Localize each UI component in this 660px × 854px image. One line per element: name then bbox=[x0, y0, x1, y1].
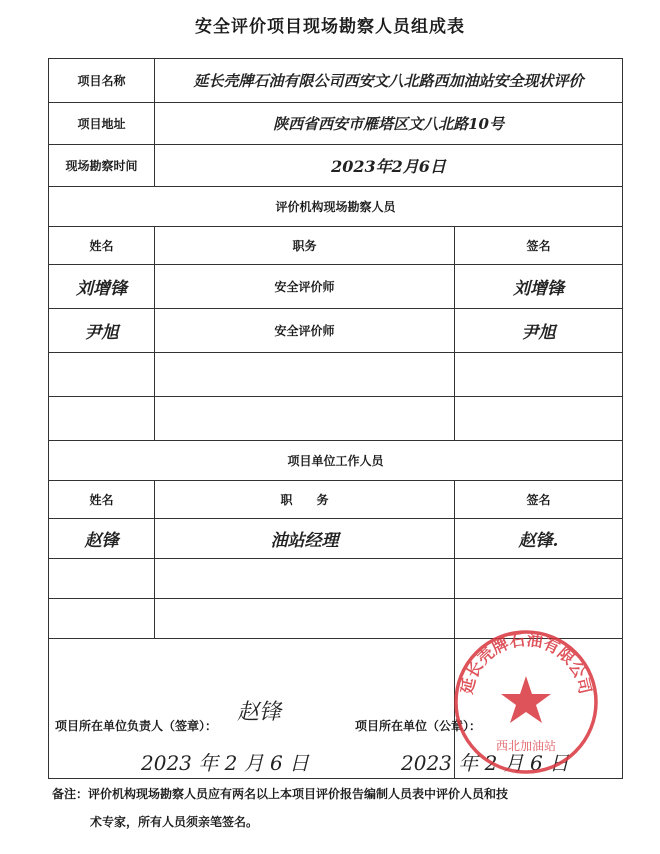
svg-text:西北加油站: 西北加油站 bbox=[495, 739, 557, 753]
svg-text:延长壳牌石油有限公司: 延长壳牌石油有限公司 bbox=[457, 630, 595, 696]
eval-header-row bbox=[49, 227, 623, 265]
eval-row bbox=[49, 265, 623, 309]
eval-role-cell: 安全评价师 bbox=[155, 309, 455, 353]
remarks-line-2: 术专家，所有人员须亲笔签名。 bbox=[90, 815, 259, 829]
company-seal-label: 项目所在单位（公章）： bbox=[355, 719, 482, 733]
unit-role-cell bbox=[155, 559, 455, 599]
eval-name-cell: 尹旭 bbox=[49, 309, 155, 353]
project-address-row bbox=[49, 103, 623, 145]
eval-sign-cell: 刘增锋 bbox=[455, 265, 623, 309]
unit-sign-cell: 赵锋. bbox=[455, 519, 623, 559]
eval-name-cell bbox=[49, 397, 155, 441]
eval-col-role: 职务 bbox=[155, 227, 455, 265]
eval-name-cell: 刘增锋 bbox=[49, 265, 155, 309]
unit-row bbox=[49, 559, 623, 599]
project-address-value: 陕西省西安市雁塔区文八北路10号 bbox=[155, 103, 623, 145]
remarks-line-1: 备注：评价机构现场勘察人员应有两名以上本项目评价报告编制人员表中评价人员和技 bbox=[52, 787, 509, 801]
responsible-person-cell bbox=[49, 639, 455, 779]
responsible-person-signature: 赵锋 bbox=[237, 700, 282, 725]
eval-section-heading-row bbox=[49, 187, 623, 227]
unit-col-name: 姓名 bbox=[49, 481, 155, 519]
eval-row bbox=[49, 397, 623, 441]
unit-sign-cell bbox=[455, 559, 623, 599]
project-name-value: 延长壳牌石油有限公司西安文八北路西加油站安全现状评价 bbox=[155, 59, 623, 103]
unit-col-sign: 签名 bbox=[455, 481, 623, 519]
responsible-person-date: 2023 年 2 月 6 日 bbox=[141, 751, 310, 775]
eval-section-heading: 评价机构现场勘察人员 bbox=[49, 187, 623, 227]
unit-row bbox=[49, 519, 623, 559]
eval-row bbox=[49, 353, 623, 397]
unit-role-cell bbox=[155, 599, 455, 639]
unit-col-role: 职 务 bbox=[155, 481, 455, 519]
eval-role-cell: 安全评价师 bbox=[155, 265, 455, 309]
unit-header-row bbox=[49, 481, 623, 519]
eval-sign-cell bbox=[455, 353, 623, 397]
eval-col-name: 姓名 bbox=[49, 227, 155, 265]
survey-date-value: 2023年2月6日 bbox=[155, 145, 623, 187]
eval-name-cell bbox=[49, 353, 155, 397]
eval-sign-cell: 尹旭 bbox=[455, 309, 623, 353]
unit-section-heading: 项目单位工作人员 bbox=[49, 441, 623, 481]
remarks bbox=[52, 780, 622, 836]
project-name-label: 项目名称 bbox=[49, 59, 155, 103]
unit-name-cell: 赵锋 bbox=[49, 519, 155, 559]
unit-name-cell bbox=[49, 559, 155, 599]
company-seal-stamp bbox=[452, 628, 600, 776]
company-seal-date: 2023 年 2 月 6 日 bbox=[401, 751, 570, 775]
eval-role-cell bbox=[155, 397, 455, 441]
eval-col-sign: 签名 bbox=[455, 227, 623, 265]
project-name-row bbox=[49, 59, 623, 103]
survey-date-row bbox=[49, 145, 623, 187]
project-address-label: 项目地址 bbox=[49, 103, 155, 145]
unit-role-cell: 油站经理 bbox=[155, 519, 455, 559]
unit-section-heading-row bbox=[49, 441, 623, 481]
form-title: 安全评价项目现场勘察人员组成表 bbox=[195, 17, 465, 37]
eval-role-cell bbox=[155, 353, 455, 397]
unit-name-cell bbox=[49, 599, 155, 639]
survey-date-label: 现场勘察时间 bbox=[49, 145, 155, 187]
eval-row bbox=[49, 309, 623, 353]
eval-sign-cell bbox=[455, 397, 623, 441]
responsible-person-label: 项目所在单位负责人（签章）： bbox=[55, 719, 218, 733]
